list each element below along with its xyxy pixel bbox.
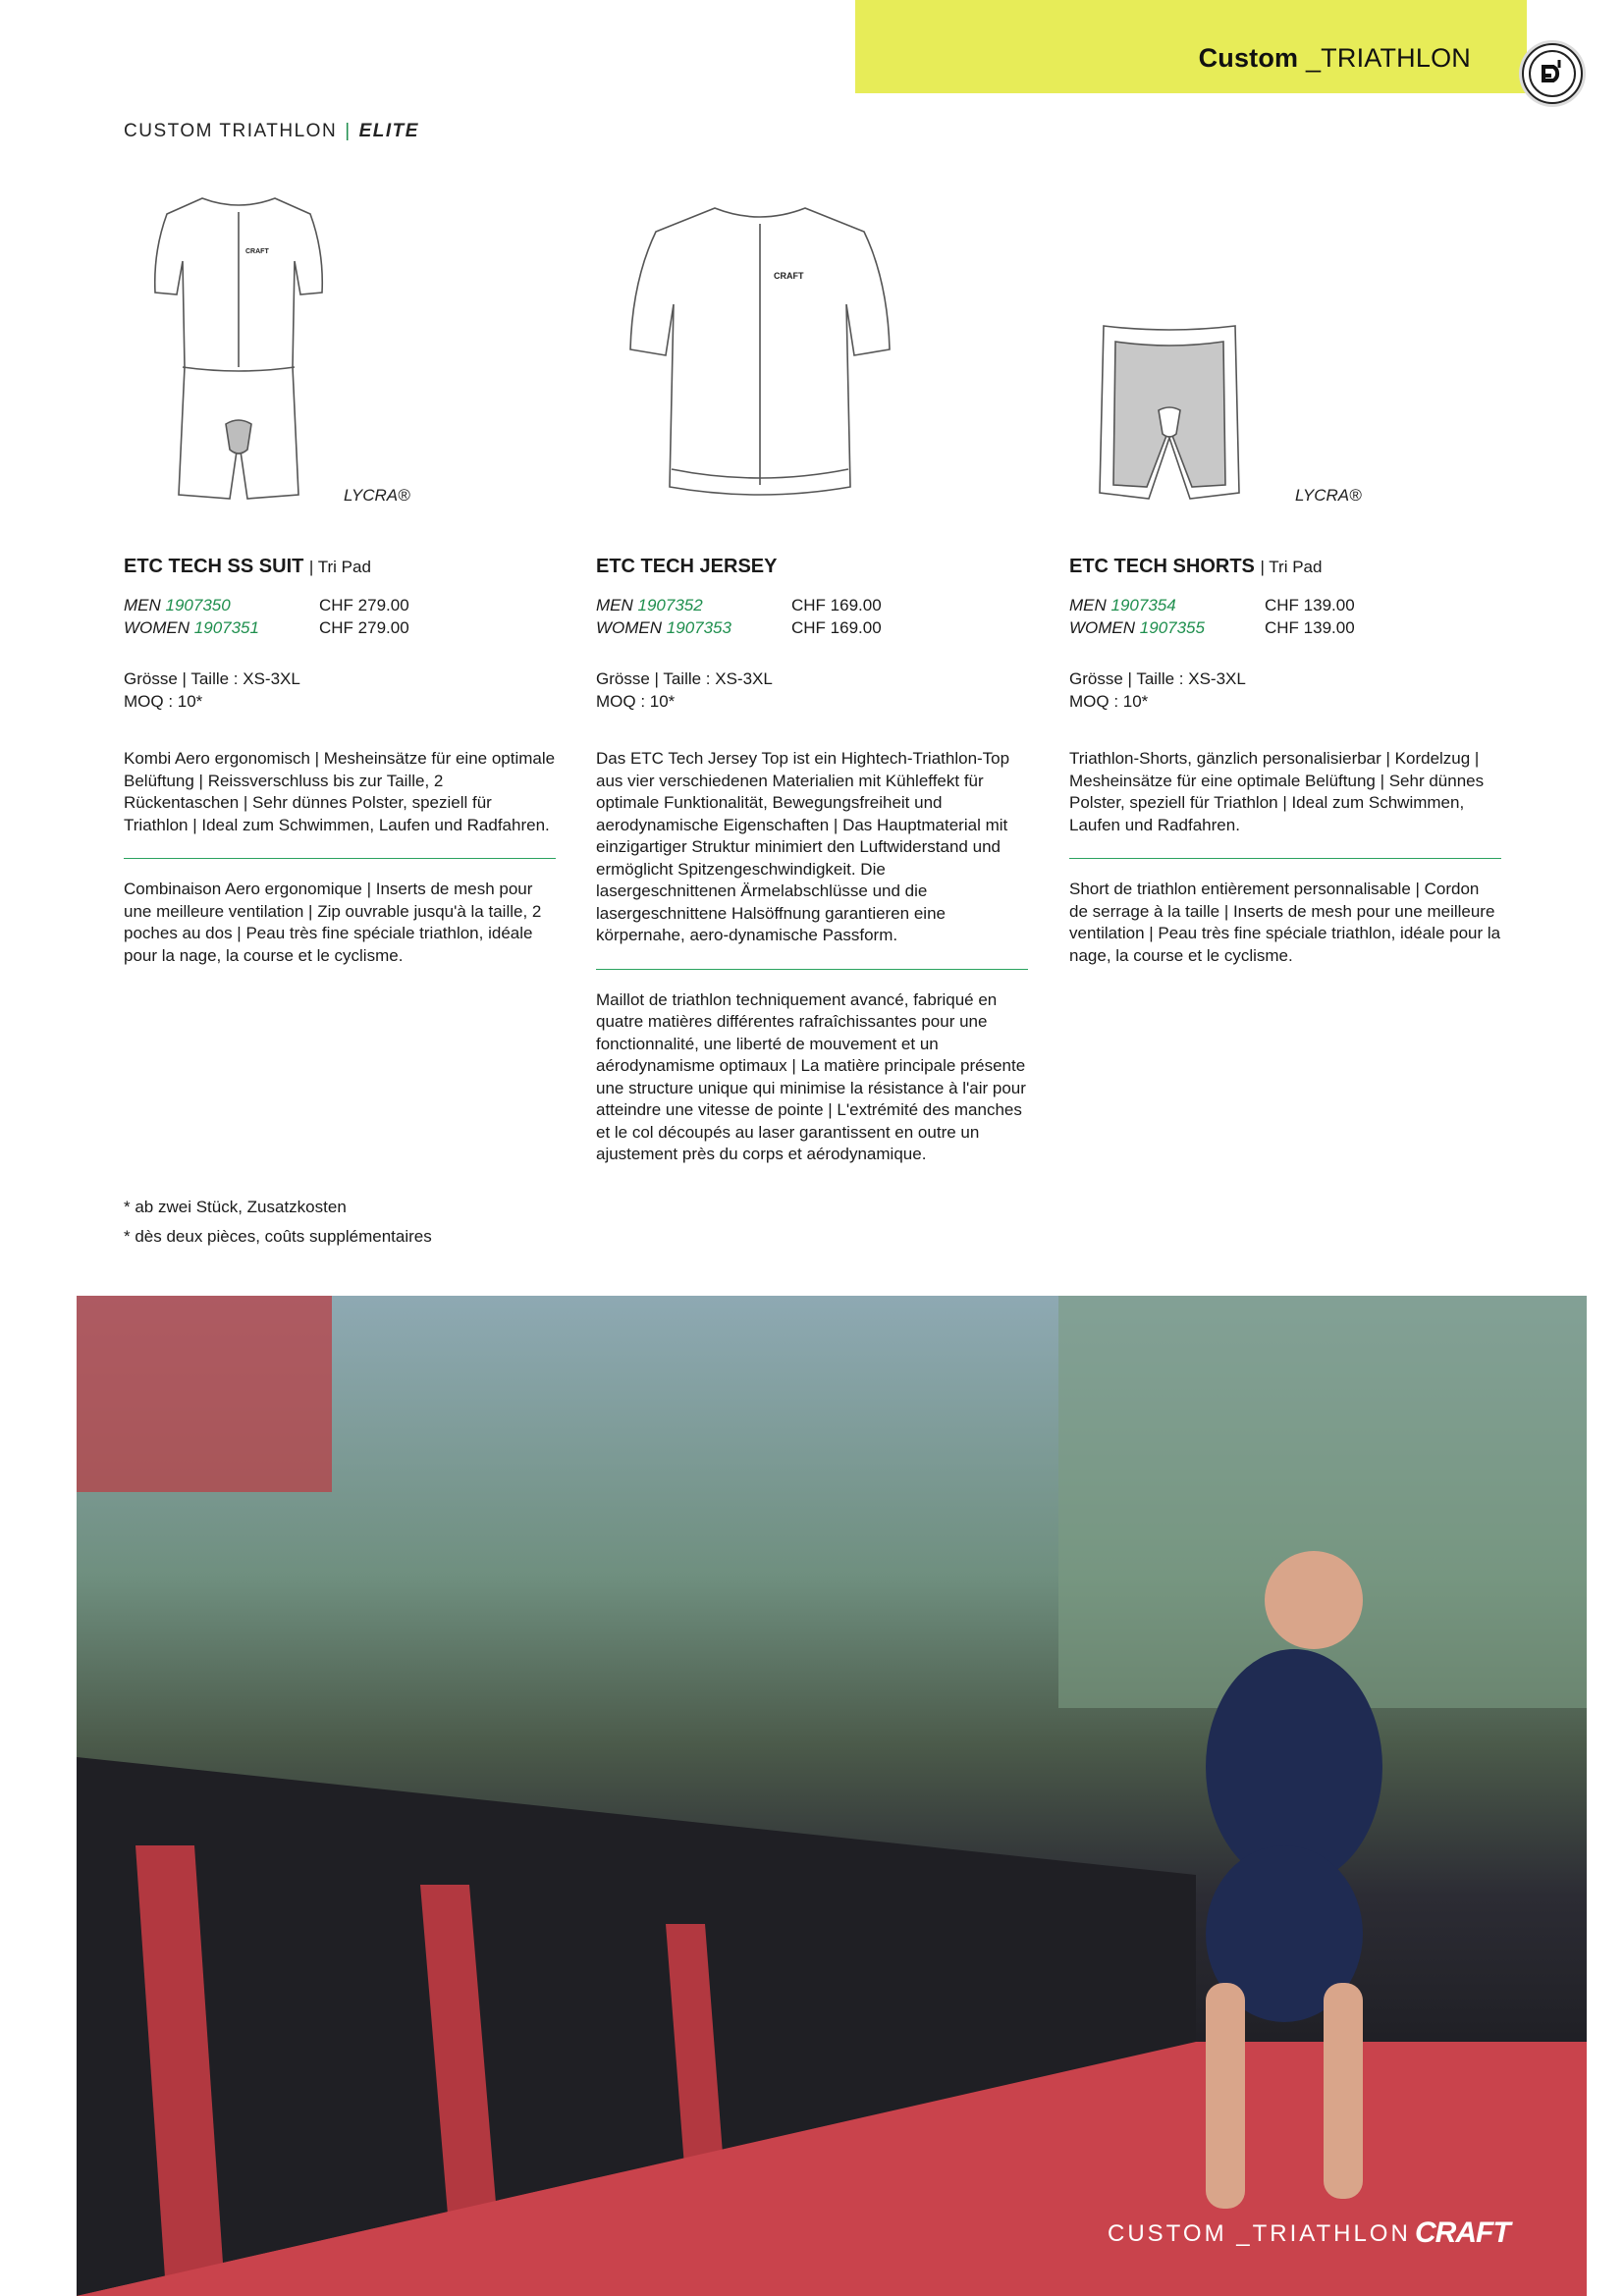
description-de: Kombi Aero ergonomisch | Mesheinsätze für eine optimale Belüftung | Reissverschluss bis zur Taille, 2 Rückentaschen | Sehr dünnes Polster, speziell für Triathlon | Ideal zum Schwimmen, Laufen und Radfahren. <box>124 749 556 834</box>
description-de: Das ETC Tech Jersey Top ist ein Hightech-Triathlon-Top aus vier verschiedenen Materialien mit Kühleffekt für optimale Funktionalität, Bewegungsfreiheit und aerodynamische Eigenschaften | Das Hauptmaterial mit einzigartiger Struktur minimiert den Luftwiderstand und ermöglicht Spitzengeschwindigkeit. Die lasergeschnittenen Ärmelabschlüsse und die lasergeschnittene Halsöffnung garantieren eine körpernahe, aero-dynamische Passform. <box>596 749 1010 944</box>
price-table <box>596 595 1028 639</box>
triathlon-finish-photo <box>77 1296 1587 2296</box>
product-column-suit <box>124 553 556 967</box>
suit-drawing <box>145 192 332 508</box>
moq: MOQ : 10* <box>1069 691 1149 711</box>
product-name: ETC TECH SS SUIT <box>124 556 304 577</box>
svg-text:CRAFT: CRAFT <box>774 271 804 281</box>
product-name: ETC TECH JERSEY <box>596 556 778 577</box>
product-name: ETC TECH SHORTS <box>1069 556 1255 577</box>
product-title <box>124 553 556 581</box>
article-number: 1907354 <box>1110 596 1176 614</box>
shorts-drawing <box>1096 320 1243 505</box>
price-table <box>1069 595 1501 639</box>
cd-logo-icon <box>1522 43 1583 104</box>
size-range: Grösse | Taille : XS-3XL <box>1069 669 1246 688</box>
footnote-de: * ab zwei Stück, Zusatzkosten <box>124 1198 347 1216</box>
page-title-bold: Custom <box>1198 43 1299 73</box>
page-title <box>1199 43 1471 74</box>
product-column-shorts <box>1069 553 1501 967</box>
jersey-drawing <box>624 202 895 499</box>
header-tab <box>855 0 1527 93</box>
description-de: Triathlon-Shorts, gänzlich personalisierbar | Kordelzug | Mesheinsätze für eine optimale Belüftung | Sehr dünnes Polster, speziell für Triathlon | Ideal zum Schwimmen, Laufen und Radfahren. <box>1069 749 1485 834</box>
price-gender: MEN <box>596 596 633 614</box>
craft-logo: CRAFT <box>1415 2216 1510 2249</box>
price-row <box>596 617 1028 640</box>
divider <box>124 858 556 859</box>
price-gender: WOMEN <box>124 617 190 637</box>
section-label-separator: | <box>345 121 352 141</box>
page-title-rest: _TRIATHLON <box>1298 43 1471 73</box>
footnotes <box>124 1193 432 1252</box>
price-value: CHF 279.00 <box>319 617 409 637</box>
footnote-fr: * dès deux pièces, coûts supplémentaires <box>124 1227 432 1246</box>
section-label-text: CUSTOM TRIATHLON <box>124 121 338 141</box>
price-row <box>1069 595 1501 617</box>
price-gender: WOMEN <box>596 617 663 637</box>
photo-illustration <box>77 1296 1587 2296</box>
product-title <box>1069 553 1501 581</box>
article-number: 1907355 <box>1139 617 1205 637</box>
article-number: 1907350 <box>165 596 231 614</box>
moq: MOQ : 10* <box>124 691 203 711</box>
size-range: Grösse | Taille : XS-3XL <box>596 669 773 688</box>
lycra-mark-suit: LYCRA® <box>344 486 410 505</box>
price-row <box>1069 617 1501 640</box>
svg-text:CRAFT: CRAFT <box>245 248 269 255</box>
price-row <box>124 617 556 640</box>
size-range: Grösse | Taille : XS-3XL <box>124 669 300 688</box>
price-gender: WOMEN <box>1069 617 1136 637</box>
product-column-jersey <box>596 553 1028 1166</box>
divider <box>1069 858 1501 859</box>
section-label-tier: ELITE <box>358 121 419 141</box>
product-title <box>596 553 1028 581</box>
article-number: 1907353 <box>666 617 731 637</box>
footer-label: CUSTOM _TRIATHLON <box>1108 2220 1411 2247</box>
price-value: CHF 139.00 <box>1265 596 1355 614</box>
section-label <box>124 121 419 142</box>
price-gender: MEN <box>1069 596 1107 614</box>
description-fr: Short de triathlon entièrement personnalisable | Cordon de serrage à la taille | Inserts de mesh pour une meilleure ventilation | Peau très fine spéciale triathlon, idéale pour la nage, la course et le cyclisme. <box>1069 880 1501 965</box>
price-value: CHF 279.00 <box>319 596 409 614</box>
lycra-mark-shorts: LYCRA® <box>1295 486 1362 505</box>
article-number: 1907351 <box>193 617 259 637</box>
divider <box>596 969 1028 970</box>
description-fr: Maillot de triathlon techniquement avancé, fabriqué en quatre matières différentes rafraîchissantes pour une fonctionnalité, une liberté de mouvement et un aérodynamisme optimaux | La matière principale présente une structure unique qui minimise la résistance à l'air pour atteindre une vitesse de pointe | L'extrémité des manches et le col découpés au laser garantissent en outre un ajustement près du corps et aérodynamique. <box>596 989 1026 1163</box>
price-gender: MEN <box>124 596 161 614</box>
price-table <box>124 595 556 639</box>
article-number: 1907352 <box>637 596 703 614</box>
description-fr: Combinaison Aero ergonomique | Inserts de mesh pour une meilleure ventilation | Zip ouvrable jusqu'à la taille, 2 poches au dos | Peau très fine spéciale triathlon, idéale pour la nage, la course et le cyclisme. <box>124 880 542 965</box>
product-subtitle: | Tri Pad <box>1260 558 1323 576</box>
price-row <box>124 595 556 617</box>
price-value: CHF 169.00 <box>791 596 882 614</box>
moq: MOQ : 10* <box>596 691 676 711</box>
product-subtitle: | Tri Pad <box>308 558 371 576</box>
price-value: CHF 169.00 <box>791 617 882 637</box>
price-row <box>596 595 1028 617</box>
price-value: CHF 139.00 <box>1265 617 1355 637</box>
